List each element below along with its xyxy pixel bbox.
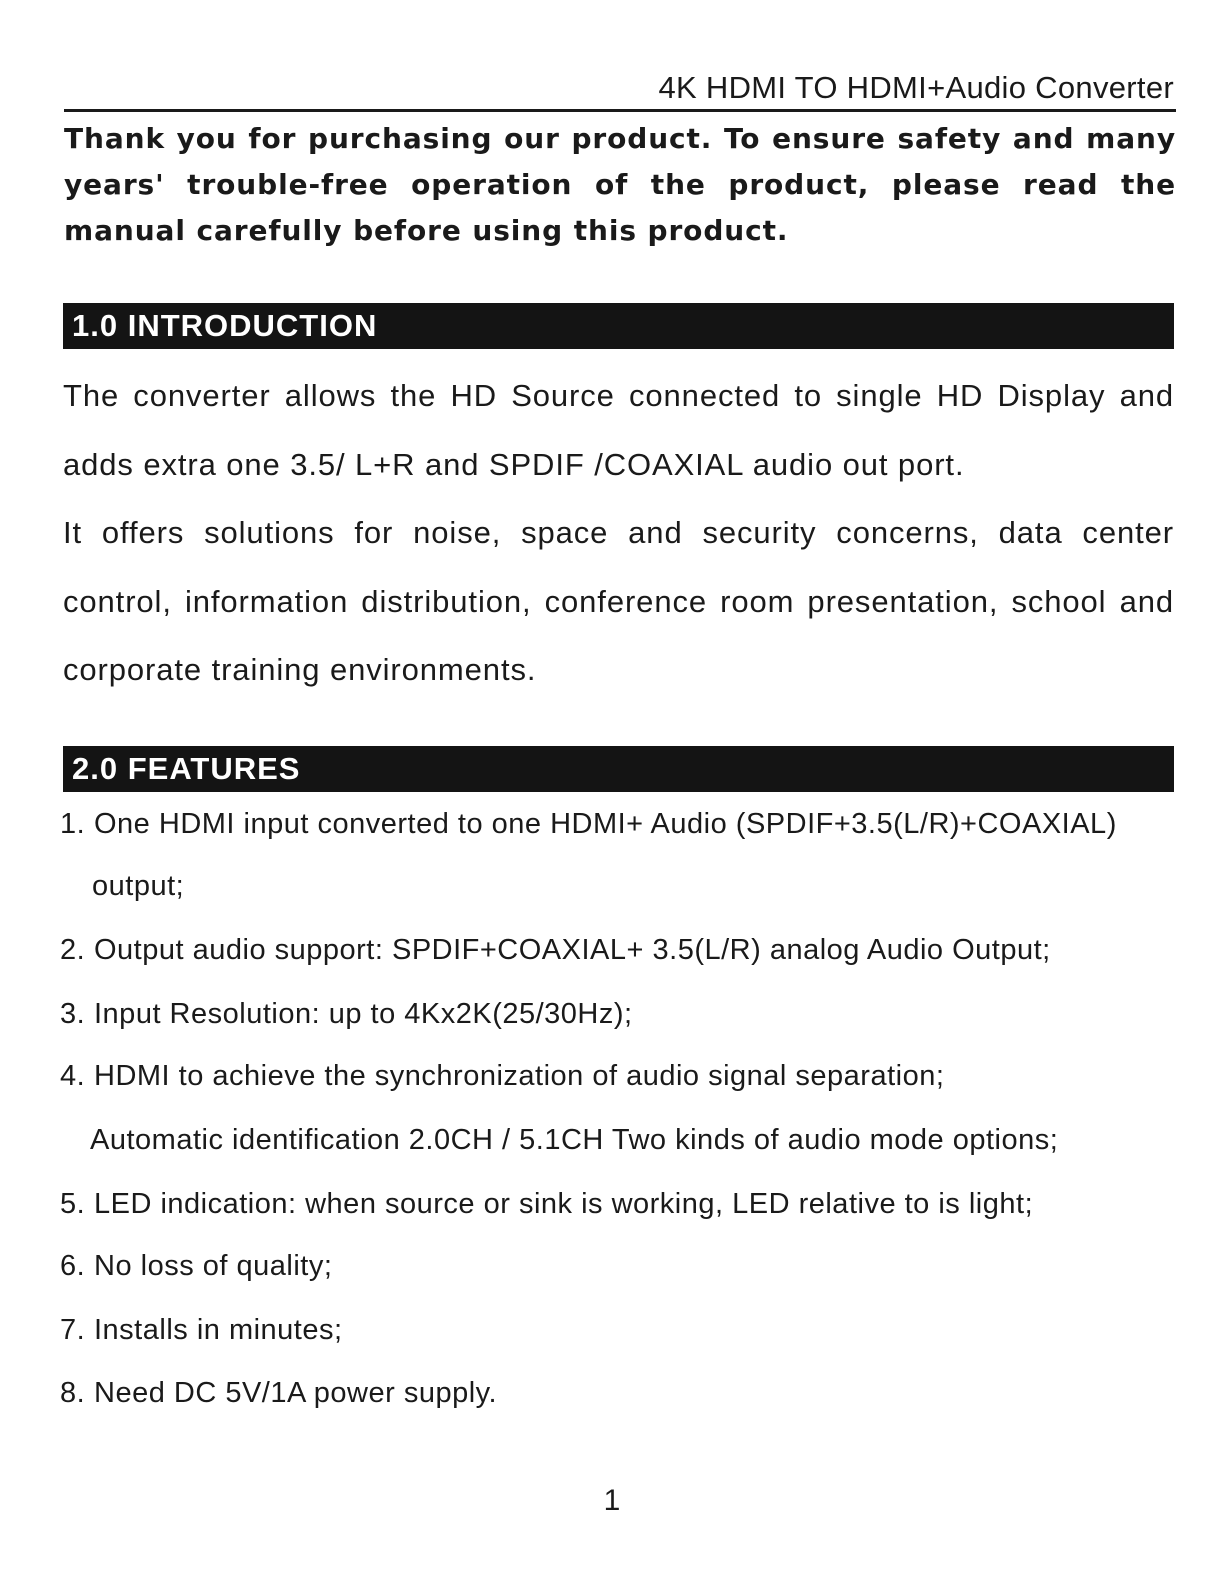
page-number: 1 <box>603 1484 621 1517</box>
feature-text: Input Resolution: up to 4Kx2K(25/30Hz); <box>94 998 633 1030</box>
feature-text: HDMI to achieve the synchronization of audio signal separation; <box>94 1060 945 1092</box>
feature-item-4 <box>60 1058 944 1094</box>
thank-you-notice: Thank you for purchasing our product. To ensure safety and many years' trouble-free operation of the product, please read the manual carefully before using this product. <box>64 122 1176 247</box>
feature-text: Need DC 5V/1A power supply. <box>94 1377 498 1409</box>
feature-item-8 <box>60 1375 497 1411</box>
feature-text: LED indication: when source or sink is working, LED relative to is light; <box>94 1188 1034 1220</box>
feature-text: One HDMI input converted to one HDMI+ Audio (SPDIF+3.5(L/R)+COAXIAL) <box>94 808 1117 840</box>
document-header-title: 4K HDMI TO HDMI+Audio Converter <box>658 70 1174 105</box>
feature-item-1-continuation: output; <box>92 870 185 902</box>
feature-item-3 <box>60 996 633 1032</box>
section-heading-features: 2.0 FEATURES <box>63 746 1174 792</box>
feature-item-5 <box>60 1186 1033 1222</box>
feature-number: 1. <box>60 808 86 840</box>
feature-item-7 <box>60 1312 343 1348</box>
feature-number: 6. <box>60 1250 86 1282</box>
feature-text: No loss of quality; <box>94 1250 333 1282</box>
introduction-paragraph: It offers solutions for noise, space and security concerns, data center control, information distribution, conference room presentation, school and corporate training environments. <box>63 515 1174 687</box>
introduction-paragraph: The converter allows the HD Source connected to single HD Display and adds extra one 3.5/ L+R and SPDIF /COAXIAL audio out port. <box>63 378 1174 482</box>
feature-number: 7. <box>60 1314 86 1346</box>
feature-text: Installs in minutes; <box>94 1314 343 1346</box>
section-heading-introduction: 1.0 INTRODUCTION <box>63 303 1174 349</box>
feature-number: 2. <box>60 934 86 966</box>
feature-number: 8. <box>60 1377 86 1409</box>
feature-item-1 <box>60 806 1117 842</box>
feature-number: 4. <box>60 1060 86 1092</box>
feature-item-4-continuation: Automatic identification 2.0CH / 5.1CH Two kinds of audio mode options; <box>90 1124 1059 1156</box>
feature-number: 3. <box>60 998 86 1030</box>
feature-number: 5. <box>60 1188 86 1220</box>
feature-text: Output audio support: SPDIF+COAXIAL+ 3.5(L/R) analog Audio Output; <box>94 934 1051 966</box>
feature-item-6 <box>60 1248 332 1284</box>
feature-item-2 <box>60 932 1051 968</box>
